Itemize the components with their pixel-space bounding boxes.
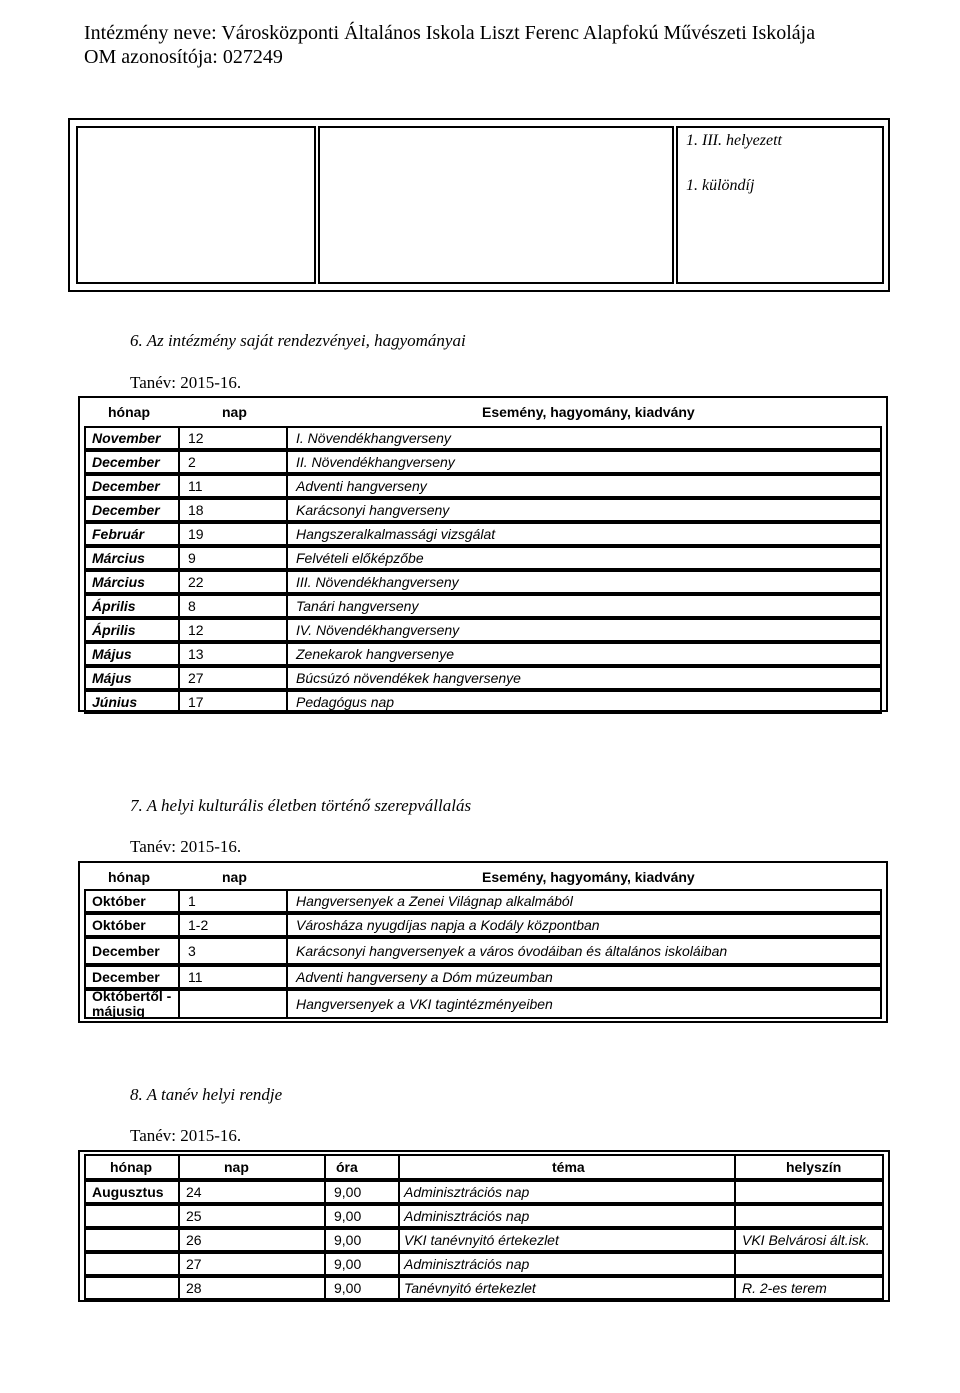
result-line: 1. III. helyezett <box>686 132 782 149</box>
row-event: Hangversenyek a VKI tagintézményeiben <box>296 996 553 1012</box>
row-event: Pedagógus nap <box>296 694 395 710</box>
row-place: R. 2-es terem <box>742 1280 827 1296</box>
row-event: Városháza nyugdíjas napja a Kodály központban <box>296 917 600 933</box>
section-7-tanev: Tanév: 2015-16. <box>130 837 242 856</box>
row-event: Hangversenyek a Zenei Világnap alkalmából <box>296 893 573 909</box>
table-header-row <box>84 1154 884 1180</box>
row-event: Karácsonyi hangversenyek a város óvodáiban és általános iskoláiban <box>296 943 728 959</box>
section-6-title: 6. Az intézmény saját rendezvényei, hagyományai <box>130 331 466 350</box>
table-row <box>84 889 882 913</box>
result-line: 1. különdíj <box>686 177 755 194</box>
row-day: 24 <box>186 1184 202 1200</box>
header-month: hónap <box>108 869 150 885</box>
row-month <box>92 939 160 963</box>
row-event: II. Növendékhangverseny <box>296 454 455 470</box>
results-cell-1 <box>76 126 316 284</box>
row-month-line: Október <box>92 892 146 909</box>
row-month <box>92 915 146 935</box>
table-row <box>84 1204 884 1228</box>
row-day: 25 <box>186 1208 202 1224</box>
table-row <box>84 570 882 594</box>
row-topic: VKI tanévnyitó értekezlet <box>404 1232 559 1248</box>
table-row <box>84 546 882 570</box>
row-month: Február <box>92 526 145 542</box>
row-day: 11 <box>188 478 203 494</box>
row-month-line: Október <box>92 916 146 933</box>
row-event: Zenekarok hangversenye <box>296 646 454 662</box>
row-event: Felvételi előképzőbe <box>296 550 424 566</box>
row-month: November <box>92 430 161 446</box>
row-day: 11 <box>188 969 203 985</box>
table-row <box>84 989 882 1019</box>
row-month: December <box>92 502 160 518</box>
table-row <box>84 1180 884 1204</box>
header-month: hónap <box>108 404 150 420</box>
row-month-line: December <box>92 968 160 985</box>
header-day: nap <box>224 1159 249 1175</box>
row-hour: 9,00 <box>334 1280 362 1296</box>
row-event: IV. Növendékhangverseny <box>296 622 460 638</box>
header-place: helyszín <box>786 1159 842 1175</box>
row-month: Június <box>92 694 138 710</box>
row-day: 28 <box>186 1280 202 1296</box>
header-day: nap <box>222 404 247 420</box>
row-day: 18 <box>188 502 204 518</box>
table-row <box>84 690 882 714</box>
row-day: 12 <box>188 622 204 638</box>
row-day: 22 <box>188 574 204 590</box>
table-row <box>84 937 882 965</box>
row-hour: 9,00 <box>334 1232 362 1248</box>
row-hour: 9,00 <box>334 1184 362 1200</box>
row-event: Adventi hangverseny a Dóm múzeumban <box>296 969 553 985</box>
header-topic: téma <box>552 1159 585 1175</box>
row-month: Augusztus <box>92 1184 164 1200</box>
table-row <box>84 642 882 666</box>
header-event: Esemény, hagyomány, kiadvány <box>482 869 695 885</box>
row-month-line: Októbertől - <box>92 988 172 1004</box>
header-event: Esemény, hagyomány, kiadvány <box>482 404 695 420</box>
results-cell-2 <box>318 126 674 284</box>
culture-table <box>78 861 888 1023</box>
results-cell-3 <box>676 126 884 284</box>
row-month-line: májusig <box>92 1003 145 1019</box>
row-event: I. Növendékhangverseny <box>296 430 451 446</box>
section-7-title: 7. A helyi kulturális életben történő szerepvállalás <box>130 796 472 815</box>
row-topic: Tanévnyitó értekezlet <box>404 1280 536 1296</box>
om-id: OM azonosítója: 027249 <box>84 46 283 68</box>
row-day: 9 <box>188 550 196 566</box>
table-row <box>84 498 882 522</box>
row-topic: Adminisztrációs nap <box>404 1256 530 1272</box>
row-place: VKI Belvárosi ált.isk. <box>742 1232 870 1248</box>
table-row <box>84 450 882 474</box>
row-day: 1-2 <box>188 917 209 933</box>
row-month: Március <box>92 574 145 590</box>
header-day: nap <box>222 869 247 885</box>
row-month-line: December <box>92 942 160 959</box>
table-row <box>84 594 882 618</box>
table-header-row <box>84 865 882 889</box>
row-event: Adventi hangverseny <box>296 478 427 494</box>
section-8-title: 8. A tanév helyi rendje <box>130 1085 283 1104</box>
table-row <box>84 965 882 989</box>
row-month: Május <box>92 670 132 686</box>
table-row <box>84 1252 884 1276</box>
table-row <box>84 666 882 690</box>
table-row <box>84 474 882 498</box>
row-month: Május <box>92 646 132 662</box>
section-6-tanev: Tanév: 2015-16. <box>130 373 242 392</box>
row-day: 17 <box>188 694 204 710</box>
row-event: III. Növendékhangverseny <box>296 574 459 590</box>
row-day: 27 <box>186 1256 202 1272</box>
table-header-row <box>84 400 882 424</box>
row-event: Tanári hangverseny <box>296 598 419 614</box>
row-month: Április <box>92 598 136 614</box>
row-day: 1 <box>188 893 196 909</box>
row-topic: Adminisztrációs nap <box>404 1208 530 1224</box>
row-month <box>92 988 172 1019</box>
row-day: 19 <box>188 526 204 542</box>
row-day: 8 <box>188 598 196 614</box>
row-day: 3 <box>188 943 196 959</box>
row-month: December <box>92 454 160 470</box>
row-month <box>92 967 160 987</box>
row-event: Karácsonyi hangverseny <box>296 502 450 518</box>
events-table <box>78 396 888 712</box>
row-month <box>92 891 146 911</box>
results-box <box>68 118 890 292</box>
row-month: Március <box>92 550 145 566</box>
row-topic: Adminisztrációs nap <box>404 1184 530 1200</box>
row-day: 2 <box>188 454 196 470</box>
table-row <box>84 618 882 642</box>
row-day: 27 <box>188 670 204 686</box>
row-month: Április <box>92 622 136 638</box>
table-row <box>84 522 882 546</box>
row-hour: 9,00 <box>334 1208 362 1224</box>
table-row <box>84 913 882 937</box>
row-day: 12 <box>188 430 204 446</box>
row-event: Búcsúzó növendékek hangversenye <box>296 670 521 686</box>
row-day: 13 <box>188 646 204 662</box>
header-month: hónap <box>110 1159 152 1175</box>
row-day: 26 <box>186 1232 202 1248</box>
row-hour: 9,00 <box>334 1256 362 1272</box>
institution-name: Intézmény neve: Városközponti Általános Iskola Liszt Ferenc Alapfokú Művészeti Iskolája <box>84 22 816 44</box>
table-row <box>84 1228 884 1252</box>
schedule-table <box>78 1150 890 1302</box>
section-8-tanev: Tanév: 2015-16. <box>130 1126 242 1145</box>
row-month: December <box>92 478 160 494</box>
row-event: Hangszeralkalmassági vizsgálat <box>296 526 496 542</box>
table-row <box>84 426 882 450</box>
header-hour: óra <box>336 1159 358 1175</box>
table-row <box>84 1276 884 1300</box>
